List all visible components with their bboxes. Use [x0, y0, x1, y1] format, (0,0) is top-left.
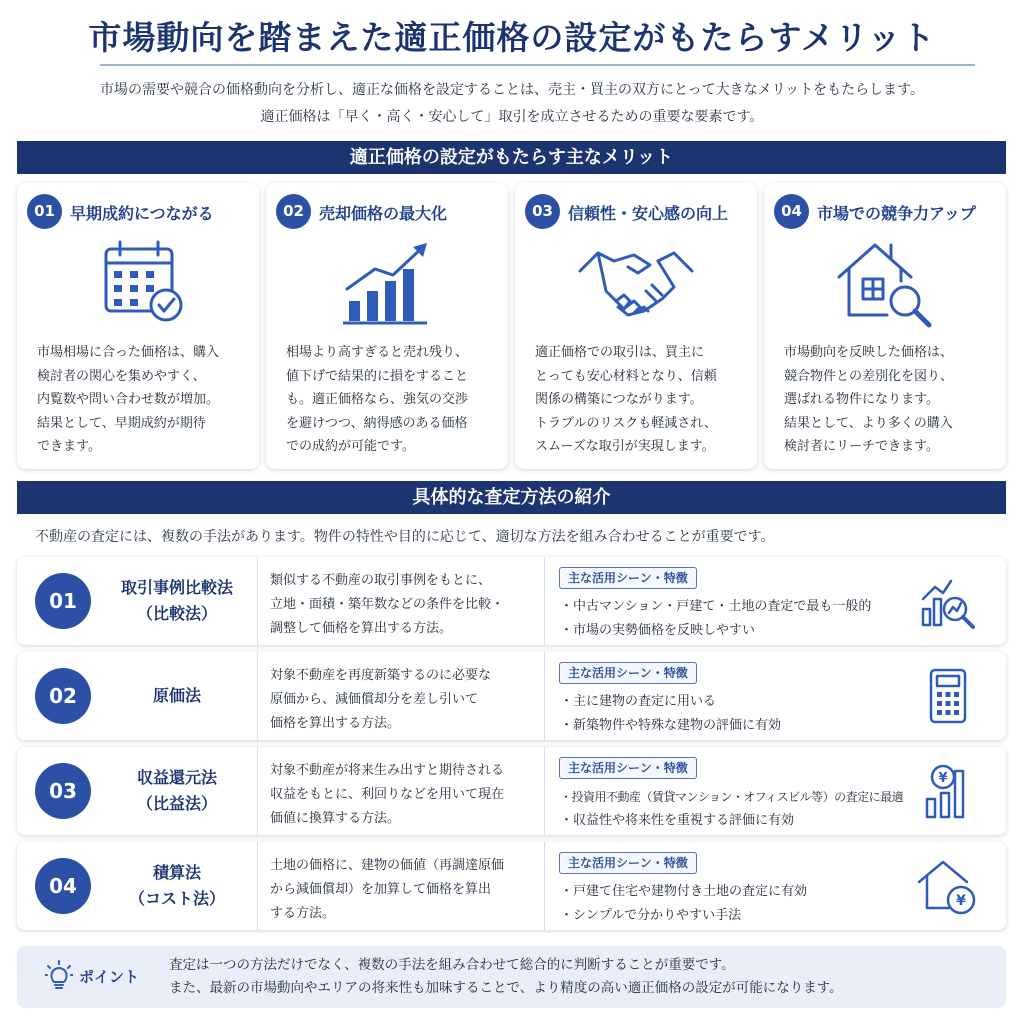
- merit-description: 市場相場に合った価格は、購入 検討者の関心を集めやすく、 内覧数や問い合わせ数が増加。 結果として、早期成約が期待 できます。: [37, 345, 220, 454]
- rising-bar-chart-icon: [327, 239, 447, 329]
- merit-number-badge: 04: [774, 194, 809, 229]
- merit-title: 信頼性・安心感の向上: [568, 204, 729, 223]
- methods-intro: 不動産の査定には、複数の手法があります。物件の特性や目的に応じて、適切な方法を組み合わせることが重要です。: [35, 529, 775, 545]
- merit-title: 市場での競争力アップ: [817, 204, 976, 223]
- merit-description: 相場より高すぎると売れ残り、 値下げで結果的に損をすること も。適正価格なら、強気の交渉 を避けつつ、納得感のある価格 での成約が可能です。: [286, 345, 469, 454]
- row-divider: [257, 557, 258, 645]
- method-row-comparison: [17, 557, 1006, 645]
- usage-tag: 主な活用シーン・特徴: [559, 567, 697, 589]
- method-description: 土地の価格に、建物の価値（再調達原価 から減価償却）を加算して価格を算出 する方法。: [270, 858, 505, 921]
- method-name: 収益還元法 （比益法）: [136, 768, 217, 813]
- usage-tag: 主な活用シーン・特徴: [559, 757, 697, 779]
- merit-card-early-contract: [17, 183, 259, 469]
- method-name: 原価法: [152, 686, 201, 705]
- chart-magnifier-icon: [917, 573, 979, 631]
- handshake-icon: [576, 239, 696, 329]
- intro-line-1: 市場の需要や競合の価格動向を分析し、適正な価格を設定することは、売主・買主の双方にとって大きなメリットをもたらします。: [99, 82, 925, 98]
- merit-title: 売却価格の最大化: [319, 204, 448, 223]
- point-box: [17, 946, 1006, 1008]
- merit-card-competitiveness: [764, 183, 1006, 469]
- usage-list: ・ 主に建物の査定に用いる ・ 新築物件や特殊な建物の評価に有効: [560, 690, 910, 738]
- method-name: 取引事例比較法 （比較法）: [120, 578, 233, 623]
- row-divider: [544, 842, 545, 930]
- method-description: 対象不動産が将来生み出すと期待される 収益をもとに、利回りなどを用いて現在 価値に換算する方法。: [270, 763, 505, 826]
- row-divider: [544, 747, 545, 835]
- usage-list: ・ 中古マンション・戸建て・土地の査定で最も一般的 ・ 市場の実勢価格を反映しやすい: [560, 595, 910, 643]
- section-heading-merits: 適正価格の設定がもたらす主なメリット: [17, 141, 1006, 174]
- merit-card-price-maximization: [266, 183, 508, 469]
- usage-list: ・ 投資用不動産（賃貸マンション・オフィスビル等）の査定に最適 ・ 収益性や将来性を重視する評価に有効: [560, 785, 910, 833]
- method-row-income: [17, 747, 1006, 835]
- calculator-icon: [917, 668, 979, 726]
- method-row-summation: [17, 842, 1006, 930]
- calendar-check-icon: [78, 239, 198, 329]
- row-divider: [544, 652, 545, 740]
- row-divider: [257, 747, 258, 835]
- point-text: 査定は一つの方法だけでなく、複数の手法を組み合わせて総合的に判断することが重要です。 また、最新の市場動向やエリアの将来性も加味することで、より精度の高い適正価格の設定が可能になります。: [169, 957, 843, 996]
- method-description: 対象不動産を再度新築するのに必要な 原価から、減価償却分を差し引いて 価格を算出する方法。: [270, 668, 492, 731]
- usage-list: ・ 戸建て住宅や建物付き土地の査定に有効 ・ シンプルで分かりやすい手法: [560, 880, 910, 928]
- merit-card-trust: [515, 183, 757, 469]
- row-divider: [257, 652, 258, 740]
- merit-description: 市場動向を反映した価格は、 競合物件との差別化を図り、 選ばれる物件になります。 結果として、より多くの購入 検討者にリーチできます。: [784, 345, 954, 454]
- usage-tag: 主な活用シーン・特徴: [559, 662, 697, 684]
- point-label: ポイント: [79, 968, 140, 986]
- lightbulb-icon: [45, 960, 73, 992]
- merit-number-badge: 03: [525, 194, 560, 229]
- title-underline: [100, 64, 975, 66]
- house-search-icon: [825, 239, 945, 329]
- page-title: 市場動向を踏まえた適正価格の設定がもたらすメリット: [88, 18, 936, 57]
- method-number-badge: 01: [35, 573, 91, 629]
- method-row-cost: [17, 652, 1006, 740]
- method-number-badge: 04: [35, 858, 91, 914]
- usage-tag: 主な活用シーン・特徴: [559, 852, 697, 874]
- row-divider: [257, 842, 258, 930]
- merit-number-badge: 01: [27, 194, 62, 229]
- section-heading-methods: 具体的な査定方法の紹介: [17, 481, 1006, 514]
- merit-description: 適正価格での取引は、買主に とっても安心材料となり、信頼 関係の構築につながります。 トラブルのリスクも軽減され、 スムーズな取引が実現します。: [535, 345, 718, 454]
- yen-bar-chart-icon: [917, 763, 979, 821]
- house-yen-icon: [917, 858, 979, 916]
- intro-line-2: 適正価格は「早く・高く・安心して」取引を成立させるための重要な要素です。: [260, 109, 764, 125]
- merit-number-badge: 02: [276, 194, 311, 229]
- merit-title: 早期成約につながる: [70, 204, 214, 223]
- method-description: 類似する不動産の取引事例をもとに、 立地・面積・築年数などの条件を比較・ 調整して価格を算出する方法。: [270, 573, 505, 636]
- svg-text:¥: ¥: [956, 893, 966, 909]
- method-number-badge: 03: [35, 763, 91, 819]
- row-divider: [544, 557, 545, 645]
- svg-text:¥: ¥: [938, 771, 948, 786]
- method-number-badge: 02: [35, 668, 91, 724]
- method-name: 積算法 （コスト法）: [128, 863, 225, 908]
